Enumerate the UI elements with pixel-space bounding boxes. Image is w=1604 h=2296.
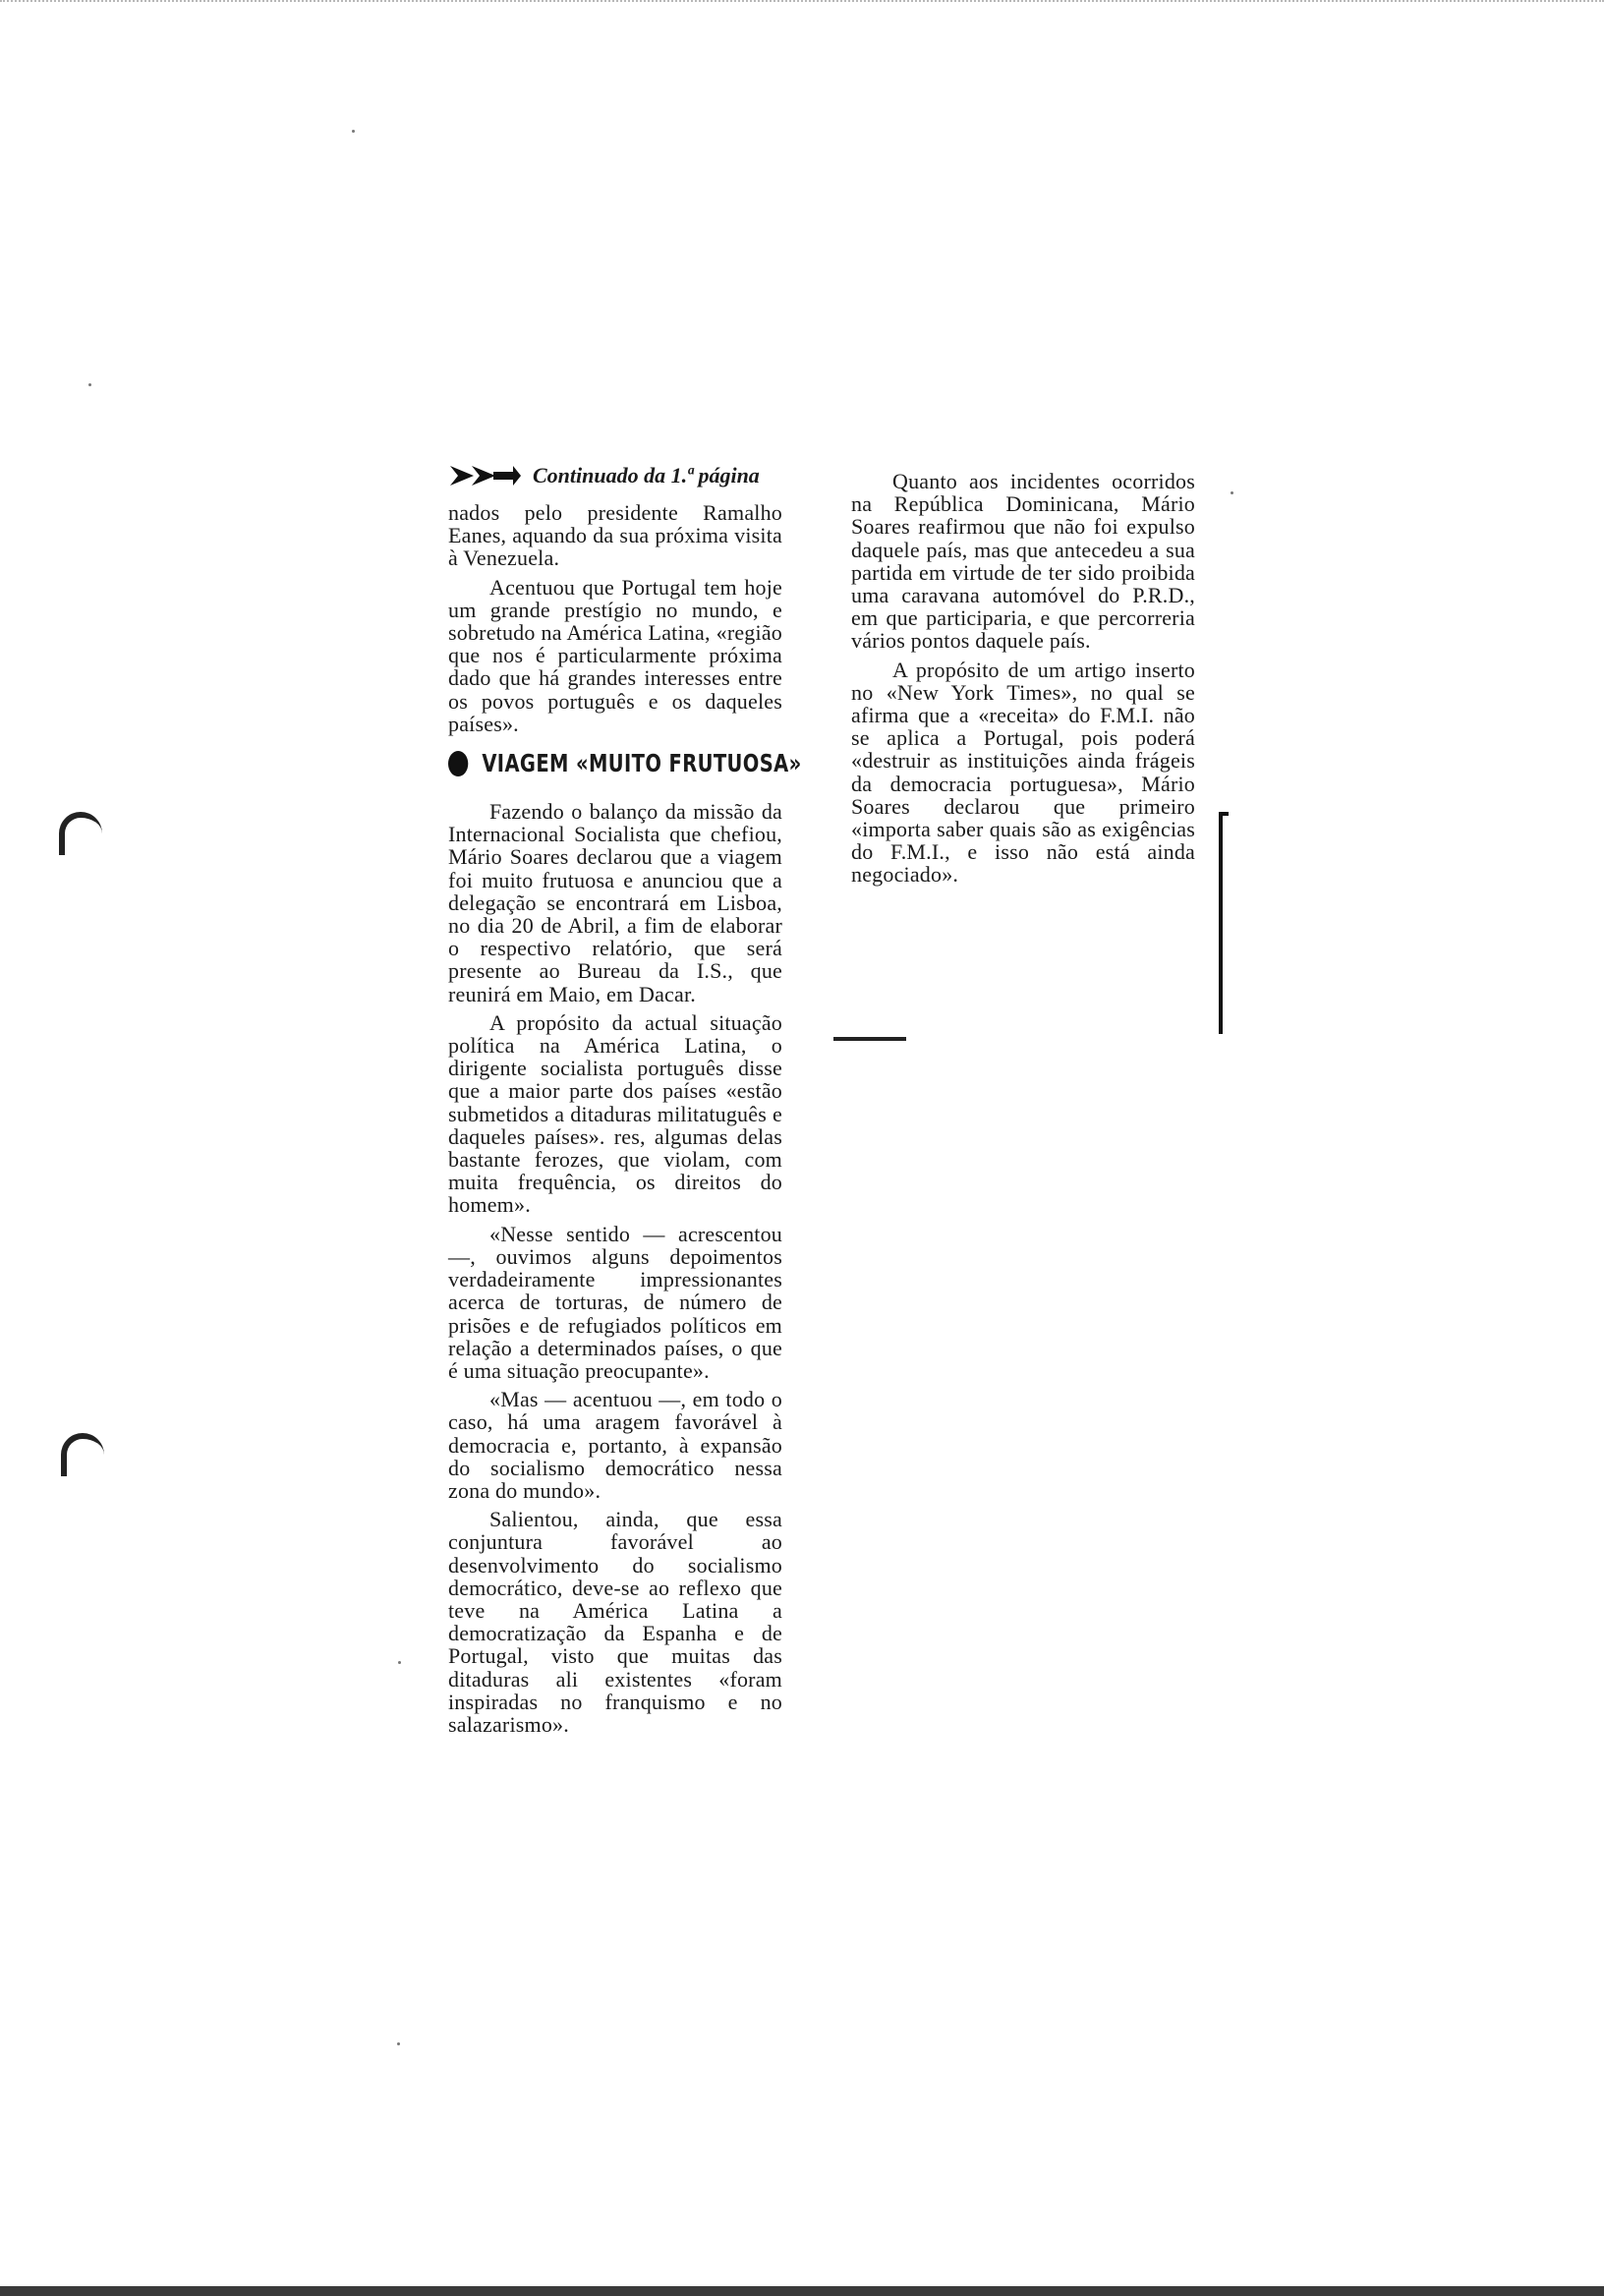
scan-speck (88, 383, 91, 386)
page-top-edge (0, 0, 1604, 8)
scan-speck (397, 2042, 400, 2045)
bullet-icon (448, 751, 468, 776)
article-paragraph: Fazendo o balanço da missão da Internacional Socialista que chefiou, Mário Soares declarou que a viagem foi muito frutuosa e anunciou que a delegação se encontrará em Lisboa, no dia 20 de Abril, a fim de elaborar o respectivo relatório, que será presente ao Bureau da I.S., que reunirá em Maio, em Dacar. (448, 799, 782, 1006)
article-paragraph: Acentuou que Portugal tem hoje um grande prestígio no mundo, e sobretudo na América Latina, «região que nos é particularmente próxima dado que há grandes interesses entre os povos português e os daqueles países». (448, 574, 782, 736)
article-paragraph: nados pelo presidente Ramalho Eanes, aquando da sua próxima visita à Venezuela. (448, 500, 782, 571)
binder-hole-mark (59, 812, 102, 855)
article-left-column (448, 500, 802, 1737)
article-paragraph: A propósito da actual situação política na América Latina, o dirigente socialista português disse que a maior parte dos países «estão submetidos a ditaduras militatuguês e daqueles países». res, algumas delas bastante ferozes, que violam, com muita frequência, os direitos do homem». (448, 1009, 782, 1218)
scan-speck (398, 1661, 401, 1664)
article-paragraph: Salientou, ainda, que essa conjuntura favorável ao desenvolvimento do socialismo democrático, deve-se ao reflexo que teve na América Latina a democratização da Espanha e de Portugal, visto que muitas das ditaduras ali existentes «foram inspiradas no franquismo e no salazarismo». (448, 1507, 782, 1737)
article-right-column (851, 470, 1195, 887)
subheading-text: VIAGEM «MUITO FRUTUOSA» (482, 749, 802, 778)
article-paragraph: «Mas — acentuou —, em todo o caso, há uma aragem favorável à democracia e, portanto, à expansão do socialismo democrático nessa zona do mundo». (448, 1387, 782, 1503)
margin-bracket (1219, 812, 1229, 1034)
page-bottom-edge (0, 2286, 1604, 2296)
article-end-rule (833, 1037, 906, 1041)
article-paragraph: Quanto aos incidentes ocorridos na República Dominicana, Mário Soares reafirmou que não foi expulso daquele país, mas que antecedeu a sua partida em virtude de ter sido proibida uma caravana automóvel do P.R.D., em que participaria, e que percorreria vários pontos daquele país. (851, 469, 1195, 654)
continuation-marker (448, 462, 822, 489)
scan-speck (352, 130, 355, 133)
section-subheading (448, 749, 802, 778)
scan-speck (1231, 491, 1233, 494)
article-paragraph: «Nesse sentido — acrescentou —, ouvimos alguns depoimentos verdadeiramente impressionantes acerca de torturas, de número de prisões e de refugiados políticos em relação a determinados países, o que é uma situação preocupante». (448, 1221, 782, 1383)
article-paragraph: A propósito de um artigo inserto no «New York Times», no qual se afirma que a «receita» do F.M.I. não se aplica a Portugal, pois poderá «destruir as instituições ainda frágeis da democracia portuguesa», Mário Soares declarou que primeiro «importa saber quais são as exigências do F.M.I., e isso não está ainda negociado». (851, 657, 1195, 888)
binder-hole-mark (61, 1433, 104, 1476)
continuation-label: Continuado da 1.ª página (533, 463, 760, 488)
double-arrow-icon (448, 462, 521, 489)
